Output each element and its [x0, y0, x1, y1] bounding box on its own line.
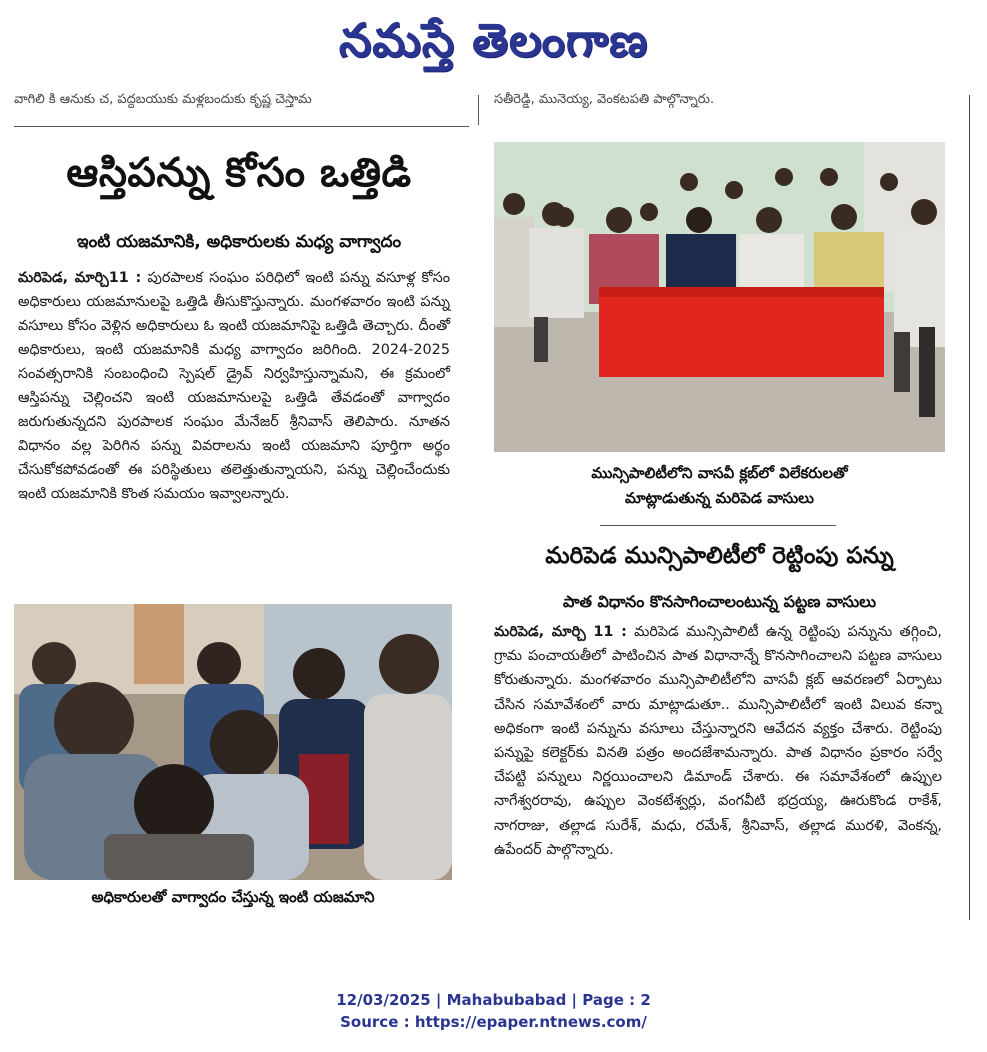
article2-dateline: మరిపెడ, మార్చి 11 : [494, 624, 627, 640]
footer-edition-info: 12/03/2025 | Mahabubabad | Page : 2 [336, 991, 651, 1009]
article1-dateline: మరిపెడ, మార్చి11 : [18, 270, 142, 286]
article2-photo-caption-line1: మున్సిపాలిటీలోని వాసవీ క్లబ్‌లో విలేకరులతో [591, 464, 848, 482]
newspaper-logo: నమస్తే తెలంగాణ [338, 13, 649, 67]
argument-photo-illustration [14, 604, 452, 880]
cutoff-text-right: సతీరెడ్డి, మునెయ్య, వెంకటపతి పాల్గొన్నారు. [494, 92, 715, 107]
article2-text: మరిపెడ మున్సిపాలిటీ ఉన్న రెట్టింపు పన్నును తగ్గించి, గ్రామ పంచాయతీలో పాటించిన పాత విధానాన్నే కొనసాగించాలని పట్టణ వాసులు కోరుతున్నారు. మంగళవారం మున్సిపాలిటీలోని వాసవీ క్లబ్ ఆవరణలో ఏర్పాటు చేసిన సమావేశంలో వారు మాట్లాడుతూ.. మున్సిపాలిటీలో ఇంటి విలువ కన్నా అధికంగా ఇంటి పన్నును వసూలు చేస్తున్నారని ఆవేదన వ్యక్తం చేశారు. రెట్టింపు పన్నుపై కలెక్టర్‌కు వినతి పత్రం అందజేశామన్నారు. పాత విధానం ప్రకారం సర్వే చేపట్టి పన్నులు నిర్ణయించాలని డిమాండ్ చేశారు. ఈ సమావేశంలో ఉప్పుల నాగేశ్వరరావు, ఉప్పుల వెంకటేశ్వర్లు, వంగవీటి భద్రయ్య, ఊరుకొండ రాకేశ్, నాగరాజు, తల్లాడ సురేశ్, మధు, రమేశ్, శ్రీనివాస్, తల్లాడ మురళి, వెంకన్న, ఉపేందర్ పాల్గొన్నారు. [494, 624, 943, 858]
article2-body [494, 620, 942, 862]
caption-divider [600, 525, 836, 526]
article2-headline: మరిపెడ మున్సిపాలిటీలో రెట్టింపు పన్ను [545, 543, 894, 569]
article1-photo-caption: అధికారులతో వాగ్వాదం చేస్తున్న ఇంటి యజమాని [91, 888, 375, 906]
article2-subhead: పాత విధానం కొనసాగించాలంటున్న పట్టణ వాసులు [562, 592, 877, 611]
page-edge-line [969, 95, 970, 920]
masthead [0, 0, 987, 80]
divider-left [14, 126, 469, 127]
article2-photo-caption-line2: మాట్లాడుతున్న మరిపెడ వాసులు [625, 489, 814, 507]
meeting-photo [494, 142, 945, 452]
article2-photo-caption [494, 461, 945, 511]
footer-source-link[interactable]: Source : https://epaper.ntnews.com/ [340, 1013, 647, 1031]
article1-body [18, 266, 450, 506]
page-footer [0, 989, 987, 1033]
meeting-photo-illustration [494, 142, 945, 452]
article1-subhead: ఇంటి యజమానికి, అధికారులకు మధ్య వాగ్వాదం [76, 232, 402, 252]
argument-photo [14, 604, 452, 880]
column-separator [478, 95, 479, 125]
article1-text: పురపాలక సంఘం పరిధిలో ఇంటి పన్ను వసూళ్ల కోసం అధికారులు యజమానులపై ఒత్తిడి తీసుకొస్తున్నారు. మంగళవారం ఇంటి పన్ను వసూలు కోసం వెళ్లిన అధికారులు ఓ ఇంటి యజమానిపై ఒత్తిడి తెచ్చారు. దీంతో అధికారులు, ఇంటి యజమానికి మధ్య వాగ్వాదం జరిగింది. 2024-2025 సంవత్సరానికి సంబంధించి స్పెషల్ డ్రైవ్ నిర్వహిస్తున్నామని, ఈ క్రమంలో ఆస్తిపన్ను చెల్లించని ఇంటి యజమానులపై ఒత్తిడి తేవడంతో వాగ్వాదం జరుగుతున్నదని పురపాలక సంఘం మేనేజర్ శ్రీనివాస్ తెలిపారు. నూతన విధానం వల్ల పెరిగిన పన్ను వివరాలను ఇంటి యజమాని పూర్తిగా అర్థం చేసుకోకపోవడంతో ఈ పరిస్థితులు తలెత్తుతున్నాయని, పన్ను చెల్లించేందుకు ఇంటి యజమానికి కొంత సమయం ఇవ్వాలన్నారు. [18, 270, 451, 502]
cutoff-text-left: వాగిలి కి ఆనుకు చ, పద్దబయుకు మళ్లబందుకు కృష్ణ చెస్తామ [14, 92, 312, 107]
article1-headline: ఆస్తిపన్ను కోసం ఒత్తిడి [66, 150, 412, 196]
